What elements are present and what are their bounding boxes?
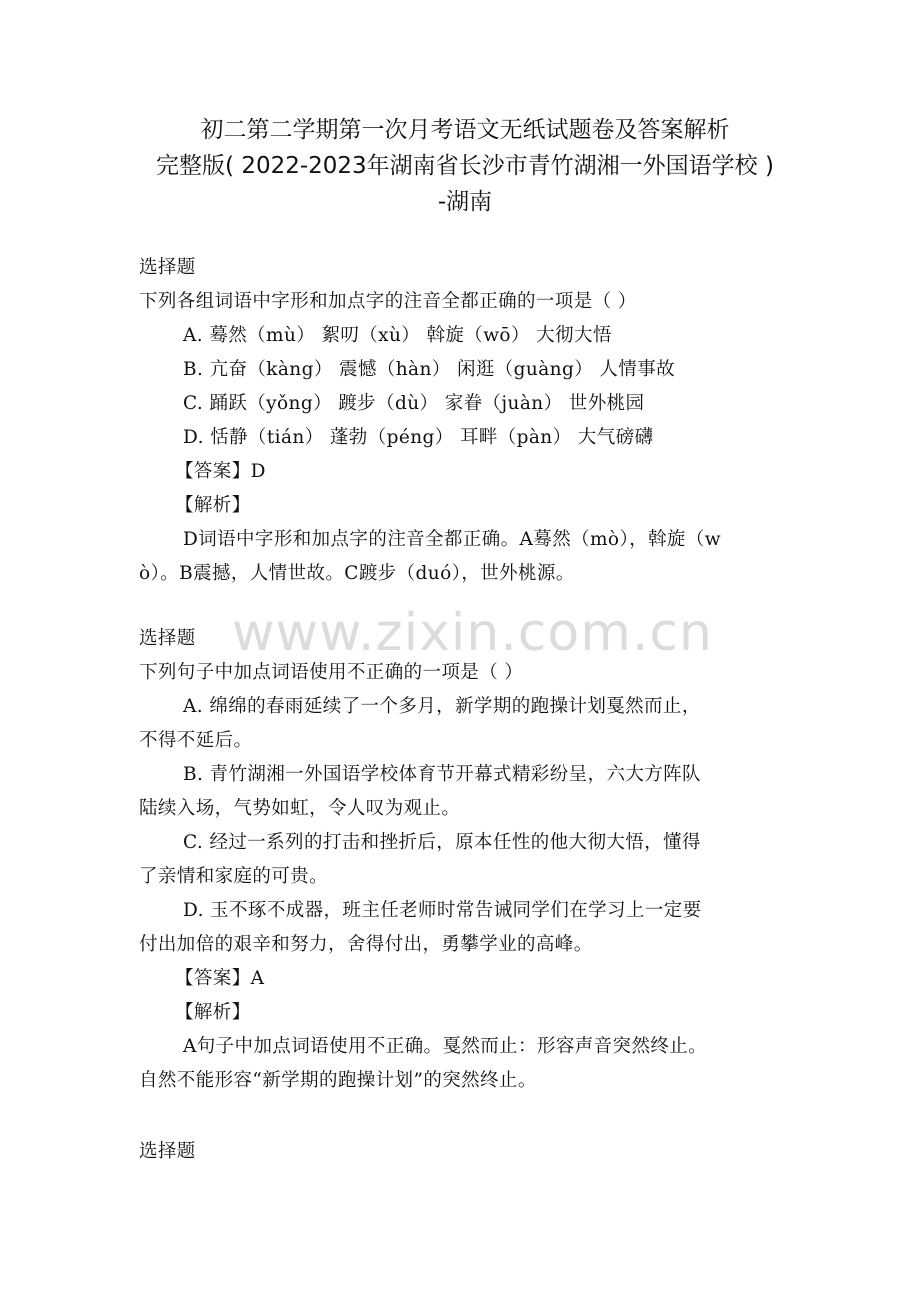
option-b-line-2: 陆续入场，气势如虹，令人叹为观止。 bbox=[139, 798, 461, 819]
analysis-text-line-2: 自然不能形容“新学期的跑操计划”的突然终止。 bbox=[139, 1070, 537, 1091]
analysis-text-line-2: ò）。B震撼，人情世故。C踱步（duó），世外桃源。 bbox=[139, 563, 575, 584]
option-a-line-1: A. 绵绵的春雨延续了一个多月，新学期的跑操计划戛然而止， bbox=[183, 696, 701, 717]
analysis-label: 【解析】 bbox=[175, 1002, 251, 1023]
option-d: D. 恬静（tián） 蓬勃（péng） 耳畔（pàn） 大气磅礴 bbox=[183, 427, 654, 448]
question-type-label: 选择题 bbox=[139, 257, 196, 278]
question-stem: 下列各组词语中字形和加点字的注音全都正确的一项是（ ） bbox=[139, 291, 637, 312]
watermark: www.zixin.com.cn bbox=[232, 603, 713, 663]
option-c: C. 踊跃（yǒng） 踱步（dù） 家眷（juàn） 世外桃园 bbox=[183, 393, 645, 414]
answer: 【答案】D bbox=[175, 461, 266, 482]
question-type-label: 选择题 bbox=[139, 628, 196, 649]
document-title bbox=[120, 112, 810, 220]
analysis-text-line-1: D词语中字形和加点字的注音全都正确。A蓦然（mò），斡旋（w bbox=[183, 529, 721, 550]
analysis-label: 【解析】 bbox=[175, 495, 251, 516]
question-2 bbox=[139, 622, 799, 1098]
title-line-3: -湖南 bbox=[437, 189, 493, 215]
title-line-1: 初二第二学期第一次月考语文无纸试题卷及答案解析 bbox=[200, 117, 730, 143]
option-b-line-1: B. 青竹湖湘一外国语学校体育节开幕式精彩纷呈，六大方阵队 bbox=[183, 764, 701, 785]
option-b: B. 亢奋（kàng） 震憾（hàn） 闲逛（guàng） 人情事故 bbox=[183, 359, 675, 380]
answer: 【答案】A bbox=[175, 968, 265, 989]
option-c-line-1: C. 经过一系列的打击和挫折后，原本任性的他大彻大悟，懂得 bbox=[183, 832, 701, 853]
option-a: A. 蓦然（mù） 絮叨（xù） 斡旋（wō） 大彻大悟 bbox=[183, 325, 612, 346]
analysis-text-line-1: A句子中加点词语使用不正确。戛然而止：形容声音突然终止。 bbox=[183, 1036, 708, 1057]
option-c-line-2: 了亲情和家庭的可贵。 bbox=[139, 866, 329, 887]
question-1 bbox=[139, 251, 799, 591]
title-line-2: 完整版( 2022-2023年湖南省长沙市青竹湖湘一外国语学校 ) bbox=[156, 153, 774, 179]
option-d-line-1: D. 玉不琢不成器，班主任老师时常告诫同学们在学习上一定要 bbox=[183, 900, 702, 921]
question-3 bbox=[139, 1135, 799, 1169]
option-d-line-2: 付出加倍的艰辛和努力，舍得付出，勇攀学业的高峰。 bbox=[139, 934, 593, 955]
question-stem: 下列句子中加点词语使用不正确的一项是（ ） bbox=[139, 662, 524, 683]
option-a-line-2: 不得不延后。 bbox=[139, 730, 253, 751]
question-type-label: 选择题 bbox=[139, 1141, 196, 1162]
